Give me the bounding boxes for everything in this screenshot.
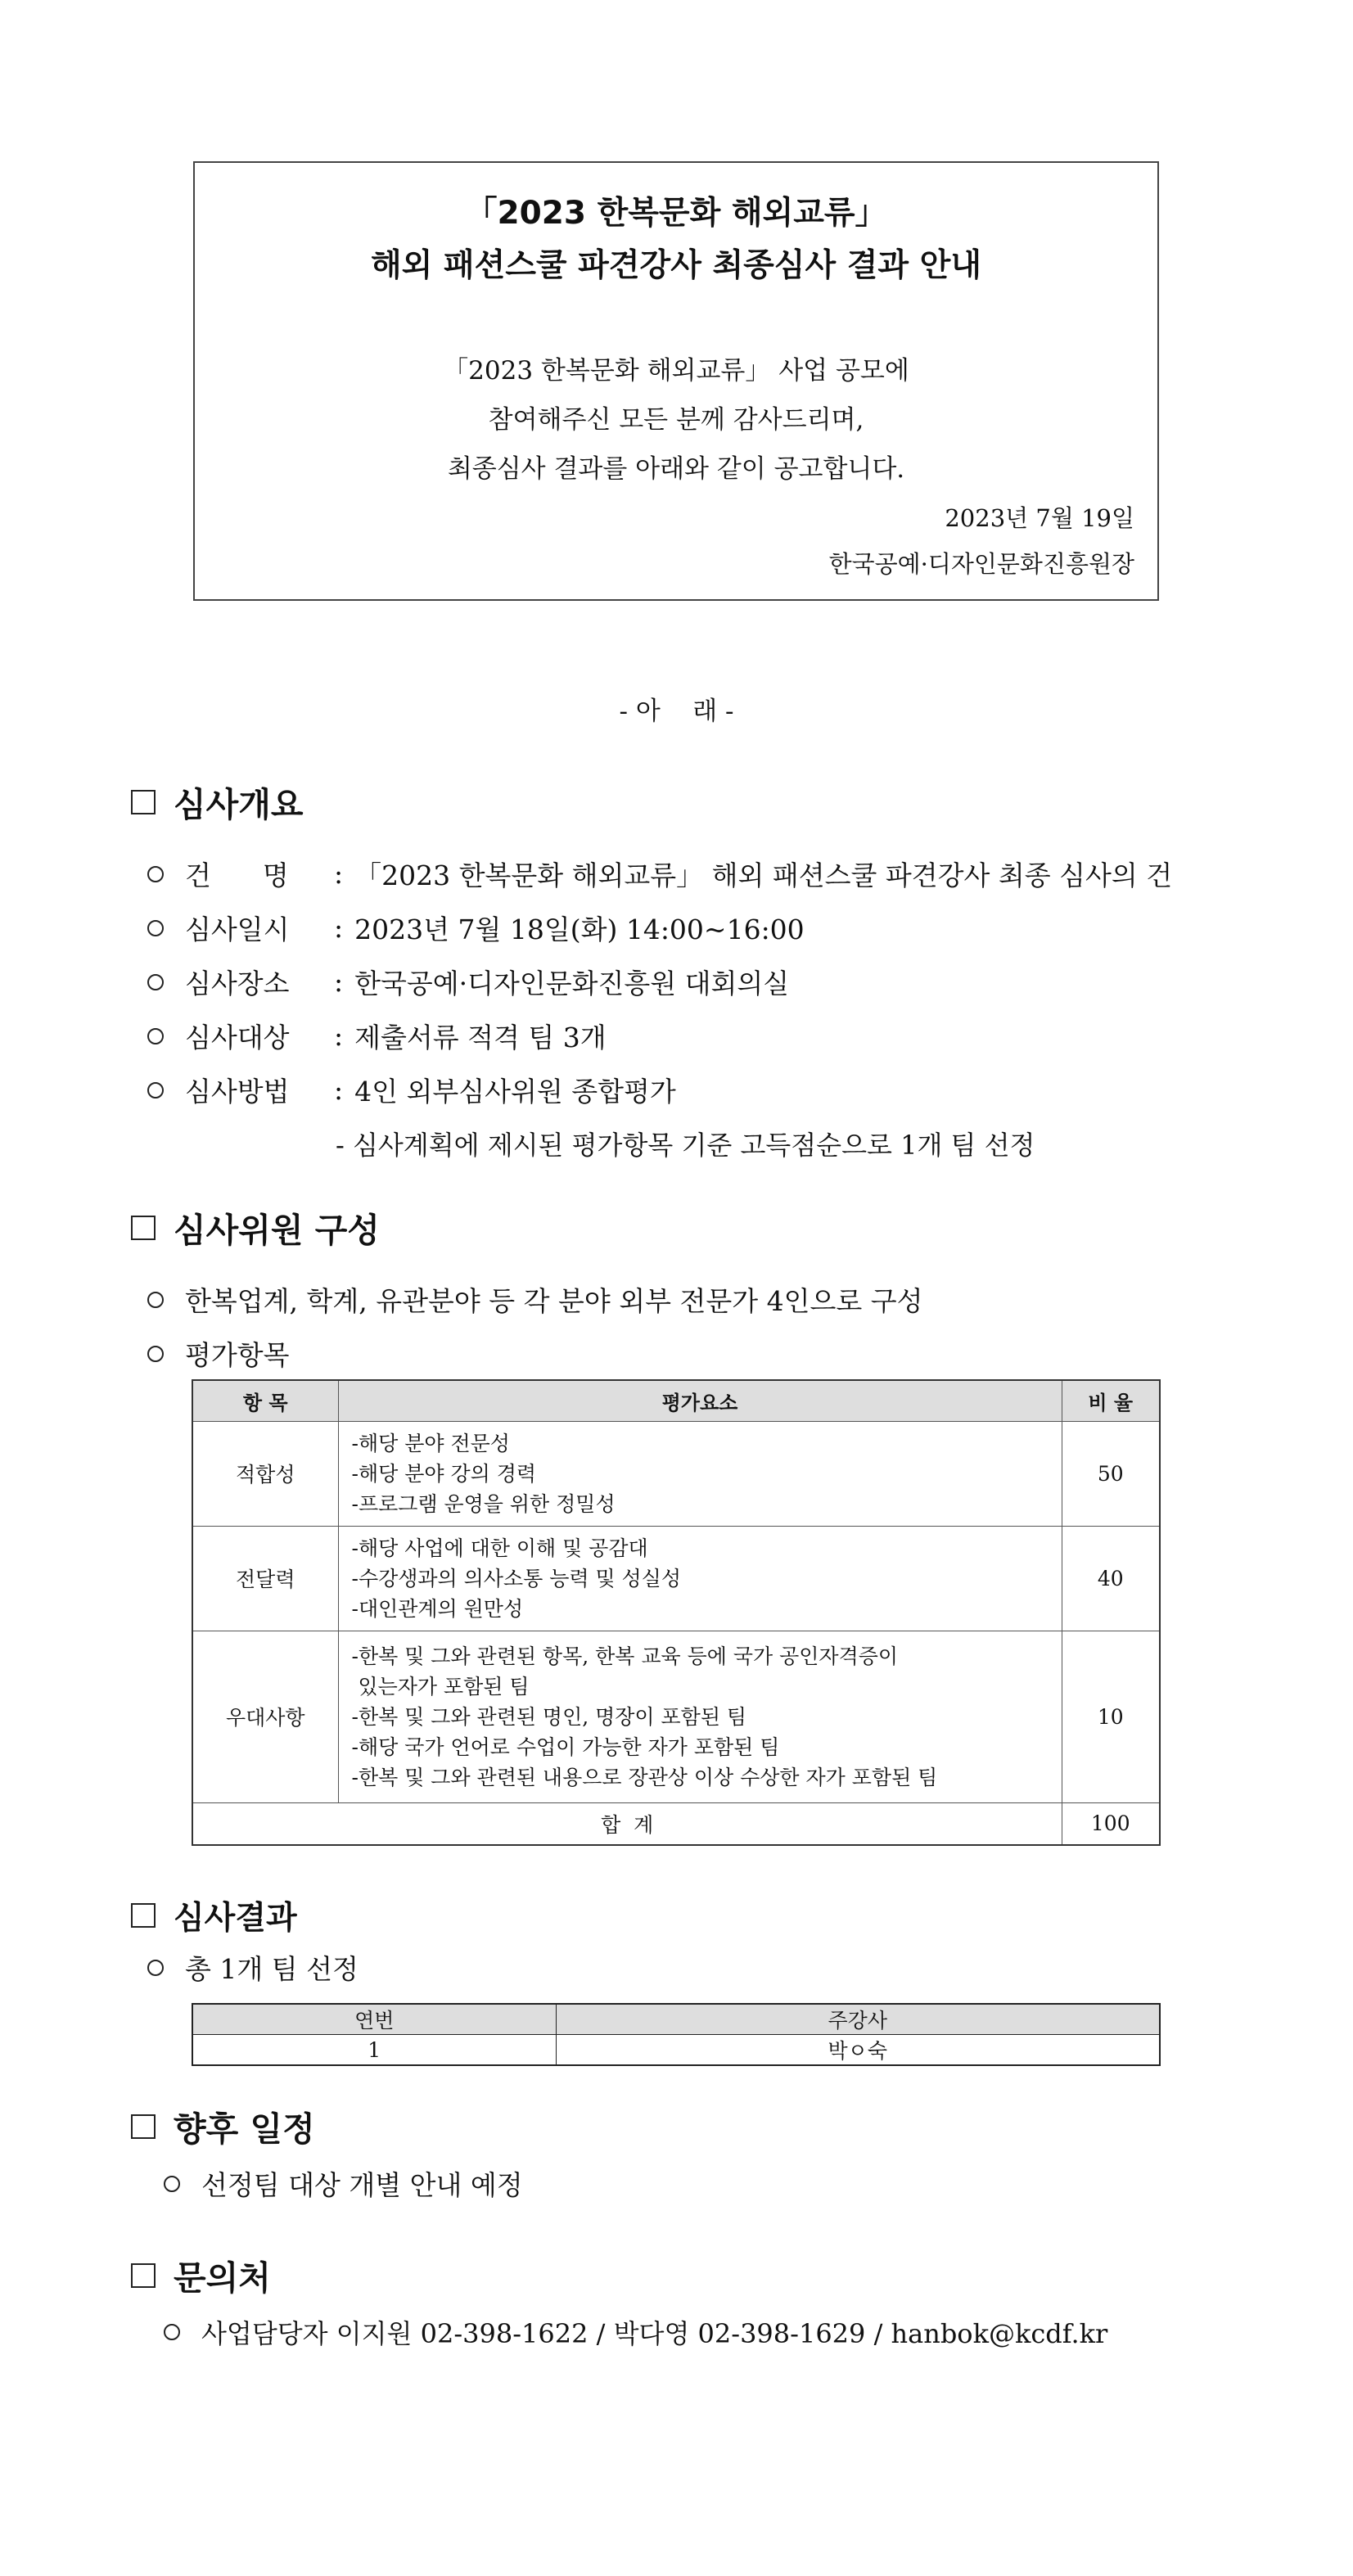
table-row (192, 1421, 1160, 1526)
element-line: -대인관계의 원만성 (351, 1596, 524, 1621)
circle-bullet-icon (164, 2324, 180, 2340)
table-header-row (192, 1380, 1160, 1421)
overview-value: 2023년 7월 18일(화) 14:00~16:00 (354, 914, 805, 945)
contact-heading (131, 2251, 271, 2299)
result-number: 1 (192, 2035, 556, 2066)
circle-bullet-icon (147, 866, 164, 882)
overview-item-5 (147, 1071, 676, 1109)
table-row (192, 2035, 1160, 2066)
contact-heading-text: 문의처 (174, 2258, 271, 2298)
notice-issuer: 한국공예·디자인문화진흥원장 (828, 550, 1134, 578)
result-instructor: 박ㅇ숙 (556, 2035, 1160, 2066)
element-line: -한복 및 그와 관련된 내용으로 장관상 이상 수상한 자가 포함된 팀 (351, 1765, 938, 1789)
notice-body-line2: 참여해주신 모든 분께 감사드리며, (488, 405, 864, 435)
results-heading-text: 심사결과 (174, 1900, 297, 1937)
circle-bullet-icon (147, 1082, 164, 1099)
element-line: -한복 및 그와 관련된 명인, 명장이 포함된 팀 (351, 1704, 747, 1729)
element-line: 있는자가 포함된 팀 (351, 1674, 530, 1699)
overview-heading-text: 심사개요 (174, 785, 304, 824)
row-category: 우대사항 (192, 1631, 338, 1802)
arae-divider: - 아 래 - (619, 697, 734, 726)
overview-sep: : (334, 966, 344, 998)
circle-bullet-icon (147, 1346, 164, 1362)
overview-value: 한국공예·디자인문화진흥원 대회의실 (354, 968, 790, 999)
element-line: -한복 및 그와 관련된 항목, 한복 교육 등에 국가 공인자격증이 (351, 1644, 899, 1668)
checkbox-icon (131, 2263, 156, 2288)
header-number: 연번 (192, 2004, 556, 2035)
overview-label: 건 명 (185, 859, 289, 891)
row-elements (338, 1526, 1062, 1631)
schedule-heading (131, 2102, 315, 2150)
notice-title-line2: 해외 패션스쿨 파견강사 최종심사 결과 안내 (370, 247, 982, 284)
table-total-row (192, 1802, 1160, 1845)
overview-sub-note: - 심사계획에 제시된 평가항목 기준 고득점순으로 1개 팀 선정 (336, 1130, 1035, 1161)
checkbox-icon (131, 2114, 156, 2139)
circle-bullet-icon (147, 1292, 164, 1308)
overview-sep: : (334, 1020, 344, 1052)
overview-heading (131, 778, 303, 826)
schedule-heading-text: 향후 일정 (174, 2109, 315, 2149)
element-line: -프로그램 운영을 위한 정밀성 (351, 1491, 616, 1516)
overview-value: 「2023 한복문화 해외교류」 해외 패션스쿨 파견강사 최종 심사의 건 (354, 859, 1173, 891)
results-item-text: 총 1개 팀 선정 (185, 1953, 359, 1985)
overview-sep: : (334, 912, 344, 944)
overview-value: 제출서류 적격 팀 3개 (354, 1022, 607, 1053)
notice-body-line3: 최종심사 결과를 아래와 같이 공고합니다. (447, 454, 905, 484)
row-category: 전달력 (192, 1526, 338, 1631)
notice-box (193, 161, 1159, 601)
table-row (192, 1526, 1160, 1631)
committee-heading-text: 심사위원 구성 (174, 1211, 380, 1250)
committee-heading (131, 1203, 380, 1252)
circle-bullet-icon (147, 974, 164, 990)
results-heading (131, 1893, 297, 1938)
overview-label: 심사대상 (185, 1022, 290, 1053)
header-elements: 평가요소 (338, 1380, 1062, 1421)
overview-item-4 (147, 1017, 607, 1055)
notice-body-line1: 「2023 한복문화 해외교류」 사업 공모에 (443, 356, 909, 386)
element-line: -수강생과의 의사소통 능력 및 성실성 (351, 1566, 681, 1590)
table-row (192, 1631, 1160, 1802)
result-table (192, 2003, 1161, 2066)
contact-item-text: 사업담당자 이지원 02-398-1622 / 박다영 02-398-1629 / hanbok@kcdf.kr (201, 2318, 1108, 2349)
row-ratio: 10 (1062, 1631, 1160, 1802)
overview-item-3 (147, 963, 789, 1001)
header-category: 항 목 (192, 1380, 338, 1421)
circle-bullet-icon (147, 1960, 164, 1976)
header-ratio: 비 율 (1062, 1380, 1160, 1421)
total-value: 100 (1062, 1802, 1160, 1845)
evaluation-table (192, 1379, 1161, 1846)
schedule-item (164, 2164, 523, 2203)
row-elements (338, 1631, 1062, 1802)
overview-value: 4인 외부심사위원 종합평가 (354, 1076, 676, 1108)
header-instructor: 주강사 (556, 2004, 1160, 2035)
committee-item-text: 한복업계, 학계, 유관분야 등 각 분야 외부 전문가 4인으로 구성 (185, 1285, 923, 1317)
row-elements (338, 1421, 1062, 1526)
overview-item-1 (147, 855, 1172, 893)
schedule-item-text: 선정팀 대상 개별 안내 예정 (201, 2169, 523, 2201)
element-line: -해당 분야 강의 경력 (351, 1461, 536, 1486)
checkbox-icon (131, 1903, 156, 1928)
element-line: -해당 분야 전문성 (351, 1431, 510, 1455)
overview-item-2 (147, 909, 805, 947)
row-category: 적합성 (192, 1421, 338, 1526)
overview-sep: : (334, 1074, 344, 1106)
checkbox-icon (131, 1216, 156, 1240)
circle-bullet-icon (147, 920, 164, 936)
committee-item-1 (147, 1280, 922, 1319)
total-label: 합 계 (192, 1802, 1062, 1845)
circle-bullet-icon (164, 2176, 180, 2192)
row-ratio: 50 (1062, 1421, 1160, 1526)
overview-label: 심사일시 (185, 914, 290, 945)
element-line: -해당 사업에 대한 이해 및 공감대 (351, 1536, 648, 1560)
checkbox-icon (131, 790, 156, 814)
row-ratio: 40 (1062, 1526, 1160, 1631)
overview-sep: : (334, 858, 344, 890)
overview-label: 심사장소 (185, 968, 290, 999)
table-header-row (192, 2004, 1160, 2035)
results-item (147, 1948, 359, 1987)
contact-item (164, 2313, 1107, 2351)
notice-title-line1: 「2023 한복문화 해외교류」 (465, 195, 887, 232)
committee-item-2 (147, 1334, 290, 1373)
notice-date: 2023년 7월 19일 (945, 504, 1134, 532)
circle-bullet-icon (147, 1028, 164, 1044)
element-line: -해당 국가 언어로 수업이 가능한 자가 포함된 팀 (351, 1735, 780, 1759)
overview-label: 심사방법 (185, 1076, 290, 1108)
committee-item-text: 평가항목 (185, 1339, 290, 1371)
